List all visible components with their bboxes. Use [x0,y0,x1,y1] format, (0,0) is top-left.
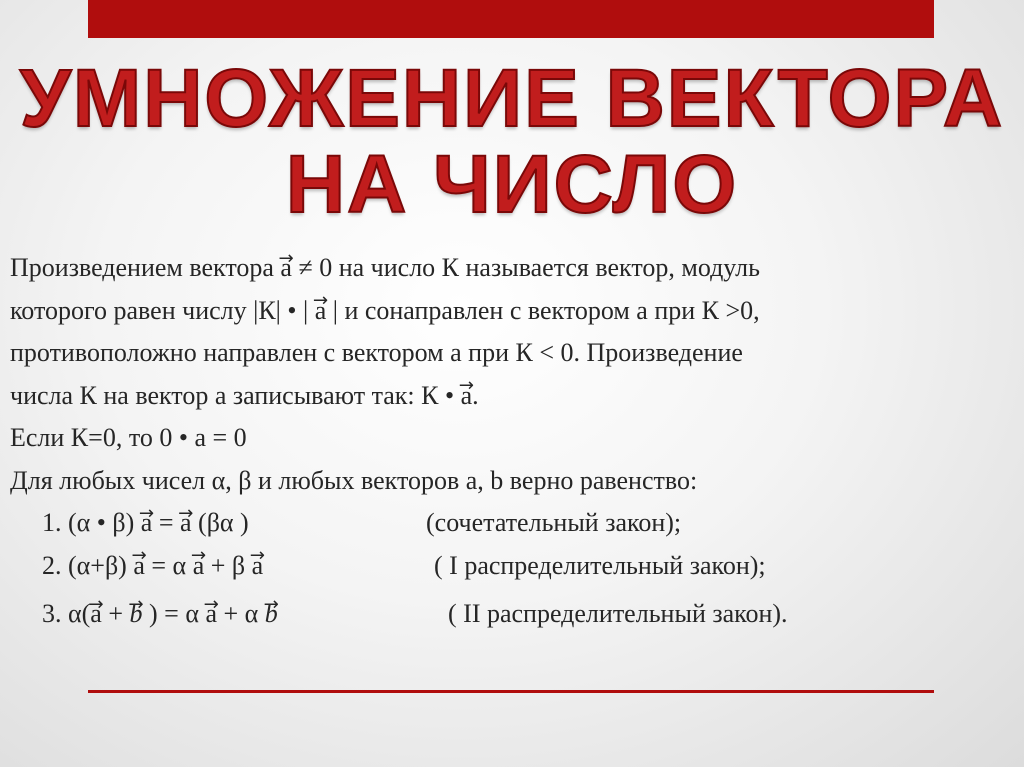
text-span: = α [144,550,193,580]
text-span: (βα ) [191,508,249,537]
text-span: Для любых чисел α, β и любых векторов а, b верно равенство: [10,465,698,495]
laws-intro-line [10,460,1020,503]
law-2 [10,545,1020,588]
slide-title-line2: НА ЧИСЛО [285,139,739,230]
definition-line-4 [10,375,1020,418]
text-span: . [472,380,479,410]
definition-line-3 [10,332,1020,375]
text-span: + α [217,599,265,628]
vector-a: → a [193,545,205,588]
vector-b: → b [265,593,278,636]
text-span: 3. α( [42,599,91,628]
top-accent-bar [88,0,934,38]
vector-a: → a [141,502,153,545]
law-1 [10,502,1020,545]
vector-a: → a [90,593,102,636]
vector-a: → a [315,290,327,333]
vector-a: → a [205,593,217,636]
vector-a: → a [180,502,192,545]
vector-a: → a [461,375,473,418]
zero-case-line [10,417,1020,460]
text-span: ≠ 0 на число К называется вектор, модуль [291,253,760,282]
slide-body [10,247,1020,636]
bottom-accent-rule [88,690,934,693]
text-span: противоположно направлен с вектором а при К < 0. Произведение [10,338,743,367]
text-span: 1. (α • β) [42,508,141,537]
text-span: | и сонаправлен с вектором а при К >0, [326,295,760,325]
text-span: Произведением вектора [10,253,281,282]
text-span: + [101,599,130,628]
vector-a: → a [252,545,264,588]
text-span: ) = α [142,599,206,628]
text-span: числа К на вектор а записывают так: К • [10,380,461,410]
text-span: = [152,508,180,537]
law-2-name: ( I распределительный закон); [434,550,766,580]
law-3 [10,593,1020,636]
law-3-name: ( II распределительный закон). [448,599,788,628]
text-span: Если К=0, то 0 • а = 0 [10,423,247,452]
text-span: + β [204,550,252,580]
text-span: 2. (α+β) [42,550,134,580]
definition-line-2 [10,290,1020,333]
slide-title-line1: УМНОЖЕНИЕ ВЕКТОРА [19,53,1005,144]
definition-line-1 [10,247,1020,290]
vector-a: → a [280,247,292,290]
vector-b: → b [130,593,143,636]
law-1-name: (сочетательный закон); [426,508,682,537]
text-span: которого равен числу |К| • | [10,295,315,325]
vector-a: → a [133,545,145,588]
